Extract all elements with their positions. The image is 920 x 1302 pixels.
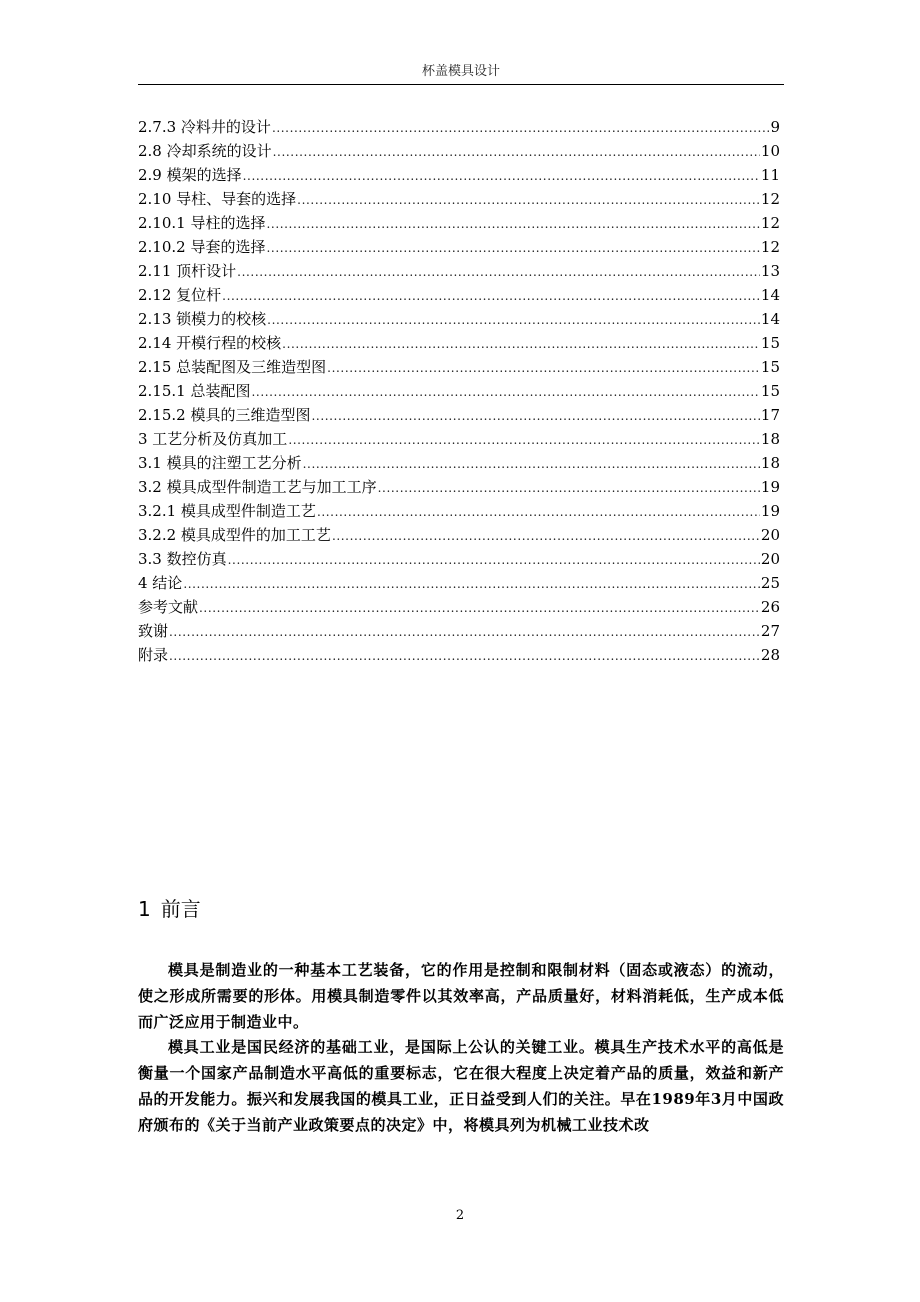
toc-entry[interactable]: [138, 355, 780, 379]
toc-entry[interactable]: [138, 547, 780, 571]
paragraph: 模具是制造业的一种基本工艺装备，它的作用是控制和限制材料（固态或液态）的流动，使之形成所需要的形体。用模具制造零件以其效率高，产品质量好，材料消耗低，生产成本低而广泛应用于制造业中。: [138, 961, 784, 1031]
toc-entry-page: 17: [760, 406, 780, 424]
toc-leader-dots: [303, 451, 760, 475]
toc-entry-label: 3 工艺分析及仿真加工: [138, 430, 288, 448]
toc-entry-page: 15: [760, 382, 780, 400]
toc-leader-dots: [266, 211, 759, 235]
toc-entry-label: 2.10 导柱、导套的选择: [138, 190, 297, 208]
toc-entry-page: 12: [760, 214, 780, 232]
page-number: 2: [455, 1208, 465, 1223]
toc-leader-dots: [183, 571, 760, 595]
toc-entry[interactable]: [138, 571, 780, 595]
toc-entry-page: 9: [770, 118, 780, 136]
toc-entry-label: 2.15.1 总装配图: [138, 382, 251, 400]
toc-leader-dots: [251, 379, 759, 403]
toc-entry[interactable]: [138, 451, 780, 475]
toc-entry[interactable]: [138, 499, 780, 523]
toc-entry-label: 2.8 冷却系统的设计: [138, 142, 272, 160]
toc-entry-page: 18: [760, 454, 780, 472]
toc-entry[interactable]: [138, 283, 780, 307]
toc-entry-label: 3.1 模具的注塑工艺分析: [138, 454, 302, 472]
toc-leader-dots: [169, 619, 760, 643]
toc-entry-page: 20: [760, 526, 780, 544]
body-text: [138, 958, 784, 1139]
toc-leader-dots: [378, 475, 760, 499]
section-heading: [138, 896, 201, 922]
toc-entry-label: 4 结论: [138, 574, 183, 592]
toc-leader-dots: [273, 139, 760, 163]
toc-entry-label: 3.2.2 模具成型件的加工工艺: [138, 526, 331, 544]
toc-leader-dots: [237, 259, 760, 283]
toc-leader-dots: [222, 283, 760, 307]
toc-entry[interactable]: [138, 259, 780, 283]
toc-entry-page: 11: [760, 166, 780, 184]
page-header: 杯盖模具设计: [421, 64, 500, 79]
toc-entry-label: 3.3 数控仿真: [138, 550, 227, 568]
toc-entry-page: 12: [760, 238, 780, 256]
toc-entry-page: 26: [760, 598, 780, 616]
toc-entry-page: 18: [760, 430, 780, 448]
toc-leader-dots: [272, 115, 770, 139]
toc-entry-label: 2.15 总装配图及三维造型图: [138, 358, 327, 376]
toc-leader-dots: [332, 523, 760, 547]
toc-leader-dots: [267, 307, 760, 331]
toc-entry[interactable]: [138, 139, 780, 163]
toc-leader-dots: [282, 331, 760, 355]
toc-entry[interactable]: [138, 331, 780, 355]
section-title: 前言: [160, 897, 201, 921]
toc-leader-dots: [169, 643, 760, 667]
toc-entry-page: 14: [760, 310, 780, 328]
table-of-contents: [138, 115, 780, 667]
toc-entry[interactable]: [138, 211, 780, 235]
toc-leader-dots: [228, 547, 760, 571]
toc-entry-page: 15: [760, 334, 780, 352]
toc-entry-page: 12: [760, 190, 780, 208]
toc-entry-label: 2.11 顶杆设计: [138, 262, 237, 280]
toc-entry[interactable]: [138, 235, 780, 259]
toc-leader-dots: [199, 595, 760, 619]
toc-entry[interactable]: [138, 187, 780, 211]
toc-entry[interactable]: [138, 523, 780, 547]
toc-entry-label: 2.14 开模行程的校核: [138, 334, 282, 352]
toc-entry-label: 附录: [138, 646, 169, 664]
toc-leader-dots: [288, 427, 760, 451]
toc-entry-label: 2.13 锁模力的校核: [138, 310, 267, 328]
toc-entry[interactable]: [138, 403, 780, 427]
toc-leader-dots: [243, 163, 760, 187]
toc-entry-label: 2.12 复位杆: [138, 286, 222, 304]
toc-entry[interactable]: [138, 427, 780, 451]
toc-entry-page: 19: [760, 502, 780, 520]
toc-entry-label: 2.15.2 模具的三维造型图: [138, 406, 311, 424]
toc-entry[interactable]: [138, 163, 780, 187]
toc-entry-page: 28: [760, 646, 780, 664]
toc-entry[interactable]: [138, 643, 780, 667]
toc-entry[interactable]: [138, 379, 780, 403]
toc-entry-page: 19: [760, 478, 780, 496]
toc-leader-dots: [327, 355, 760, 379]
toc-entry[interactable]: [138, 595, 780, 619]
toc-entry-page: 25: [760, 574, 780, 592]
toc-entry-page: 13: [760, 262, 780, 280]
toc-entry[interactable]: [138, 475, 780, 499]
toc-entry-label: 2.7.3 冷料井的设计: [138, 118, 271, 136]
toc-entry[interactable]: [138, 307, 780, 331]
toc-entry-page: 14: [760, 286, 780, 304]
toc-entry-page: 10: [760, 142, 780, 160]
toc-entry-label: 2.10.1 导柱的选择: [138, 214, 266, 232]
toc-leader-dots: [297, 187, 760, 211]
paragraph: 模具工业是国民经济的基础工业，是国际上公认的关键工业。模具生产技术水平的高低是衡量一个国家产品制造水平高低的重要标志，它在很大程度上决定着产品的质量，效益和新产品的开发能力。振兴和发展我国的模具工业，正日益受到人们的关注。早在1989年3月中国政府颁布的《关于当前产业政策要点的决定》中，将模具列为机械工业技术改: [138, 1038, 784, 1134]
toc-leader-dots: [317, 499, 760, 523]
toc-entry-page: 15: [760, 358, 780, 376]
toc-entry-page: 27: [760, 622, 780, 640]
toc-entry-label: 参考文献: [138, 598, 199, 616]
toc-entry-page: 20: [760, 550, 780, 568]
toc-entry[interactable]: [138, 115, 780, 139]
toc-entry-label: 3.2 模具成型件制造工艺与加工工序: [138, 478, 377, 496]
toc-entry[interactable]: [138, 619, 780, 643]
toc-leader-dots: [311, 403, 759, 427]
section-number: 1: [138, 897, 151, 921]
header-divider: [138, 84, 784, 85]
toc-entry-label: 致谢: [138, 622, 169, 640]
toc-entry-label: 2.10.2 导套的选择: [138, 238, 266, 256]
toc-entry-label: 3.2.1 模具成型件制造工艺: [138, 502, 316, 520]
toc-entry-label: 2.9 模架的选择: [138, 166, 242, 184]
toc-leader-dots: [266, 235, 759, 259]
